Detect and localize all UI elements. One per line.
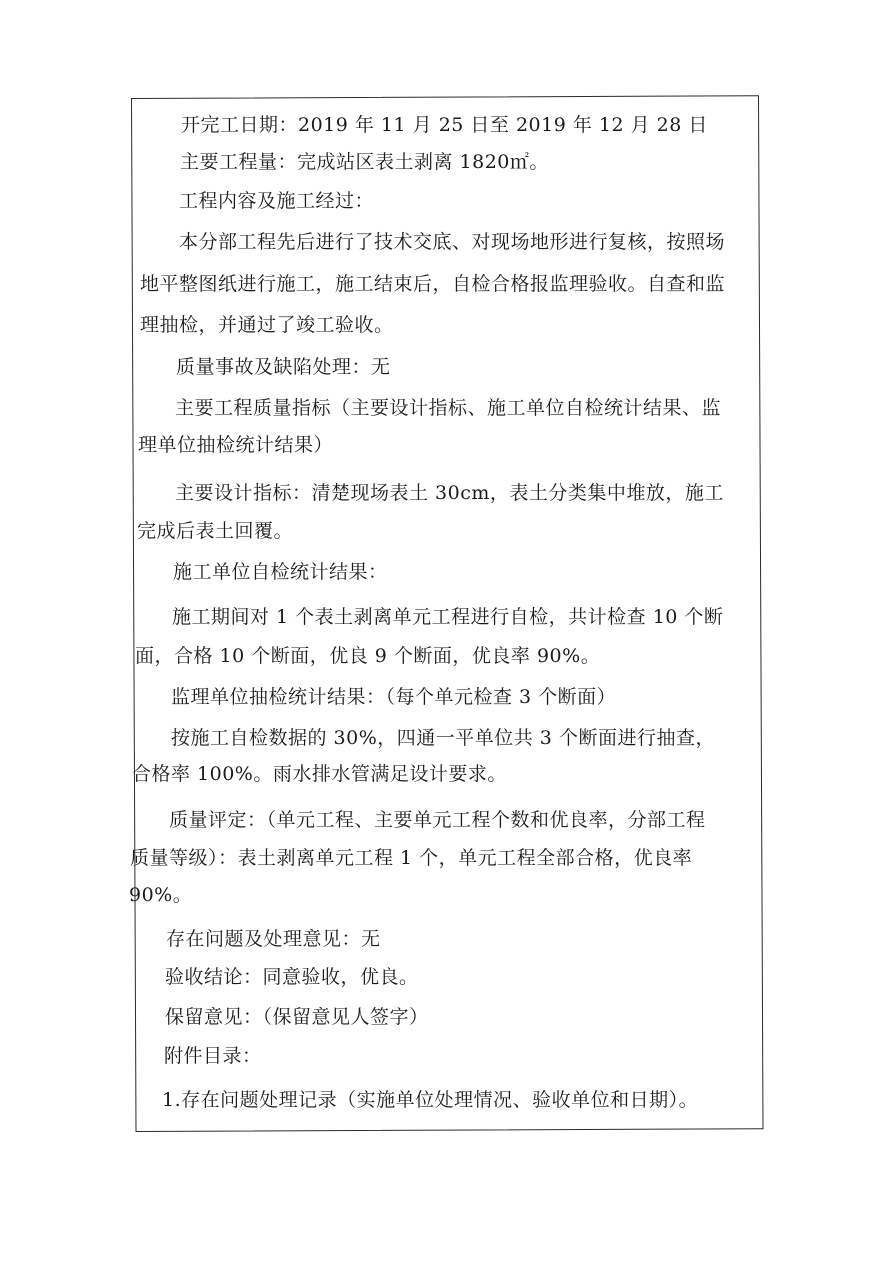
text-line: 附件目录：	[164, 1045, 262, 1067]
text-line: 存在问题及处理意见：无	[166, 928, 381, 950]
text-line: 验收结论：同意验收，优良。	[165, 966, 419, 988]
text-line: 开完工日期：2019 年 11 月 25 日至 2019 年 12 月 28 日	[181, 114, 708, 136]
text-line: 按施工自检数据的 30%，四通一平单位共 3 个断面进行抽查，	[171, 727, 715, 749]
text-line: 理单位抽检统计结果）	[138, 434, 334, 456]
text-line: 合格率 100%。雨水排水管满足设计要求。	[132, 763, 507, 785]
text-line: 质量事故及缺陷处理：无	[176, 356, 391, 378]
text-line: 地平整图纸进行施工，施工结束后，自检合格报监理验收。自查和监	[140, 273, 726, 295]
text-line: 质量评定：（单元工程、主要单元工程个数和优良率，分部工程	[169, 809, 706, 831]
text-line: 保留意见：（保留意见人签字）	[165, 1006, 429, 1028]
text-line: 施工期间对 1 个表土剥离单元工程进行自检，共计检查 10 个断	[172, 606, 724, 628]
text-line: 施工单位自检统计结果：	[173, 561, 388, 583]
text-line: 主要工程质量指标（主要设计指标、施工单位自检统计结果、监	[175, 397, 722, 419]
text-line: 完成后表土回覆。	[137, 520, 294, 542]
text-line: 本分部工程先后进行了技术交底、对现场地形进行复核，按照场	[179, 231, 726, 253]
text-line: 90%。	[129, 884, 193, 906]
text-line: 面，合格 10 个断面，优良 9 个断面，优良率 90%。	[135, 645, 601, 667]
text-line: 工程内容及施工经过：	[179, 190, 375, 212]
text-line: 主要工程量：完成站区表土剥离 1820㎡。	[180, 151, 549, 173]
text-line: 1.存在问题处理记录（实施单位处理情况、验收单位和日期）。	[162, 1089, 699, 1111]
text-line: 监理单位抽检统计结果：（每个单元检查 3 个断面）	[171, 686, 617, 708]
text-line: 质量等级）：表土剥离单元工程 1 个，单元工程全部合格，优良率	[130, 847, 693, 869]
text-line: 主要设计指标：清楚现场表土 30cm，表土分类集中堆放，施工	[175, 482, 724, 504]
text-line: 理抽检，并通过了竣工验收。	[140, 314, 394, 336]
